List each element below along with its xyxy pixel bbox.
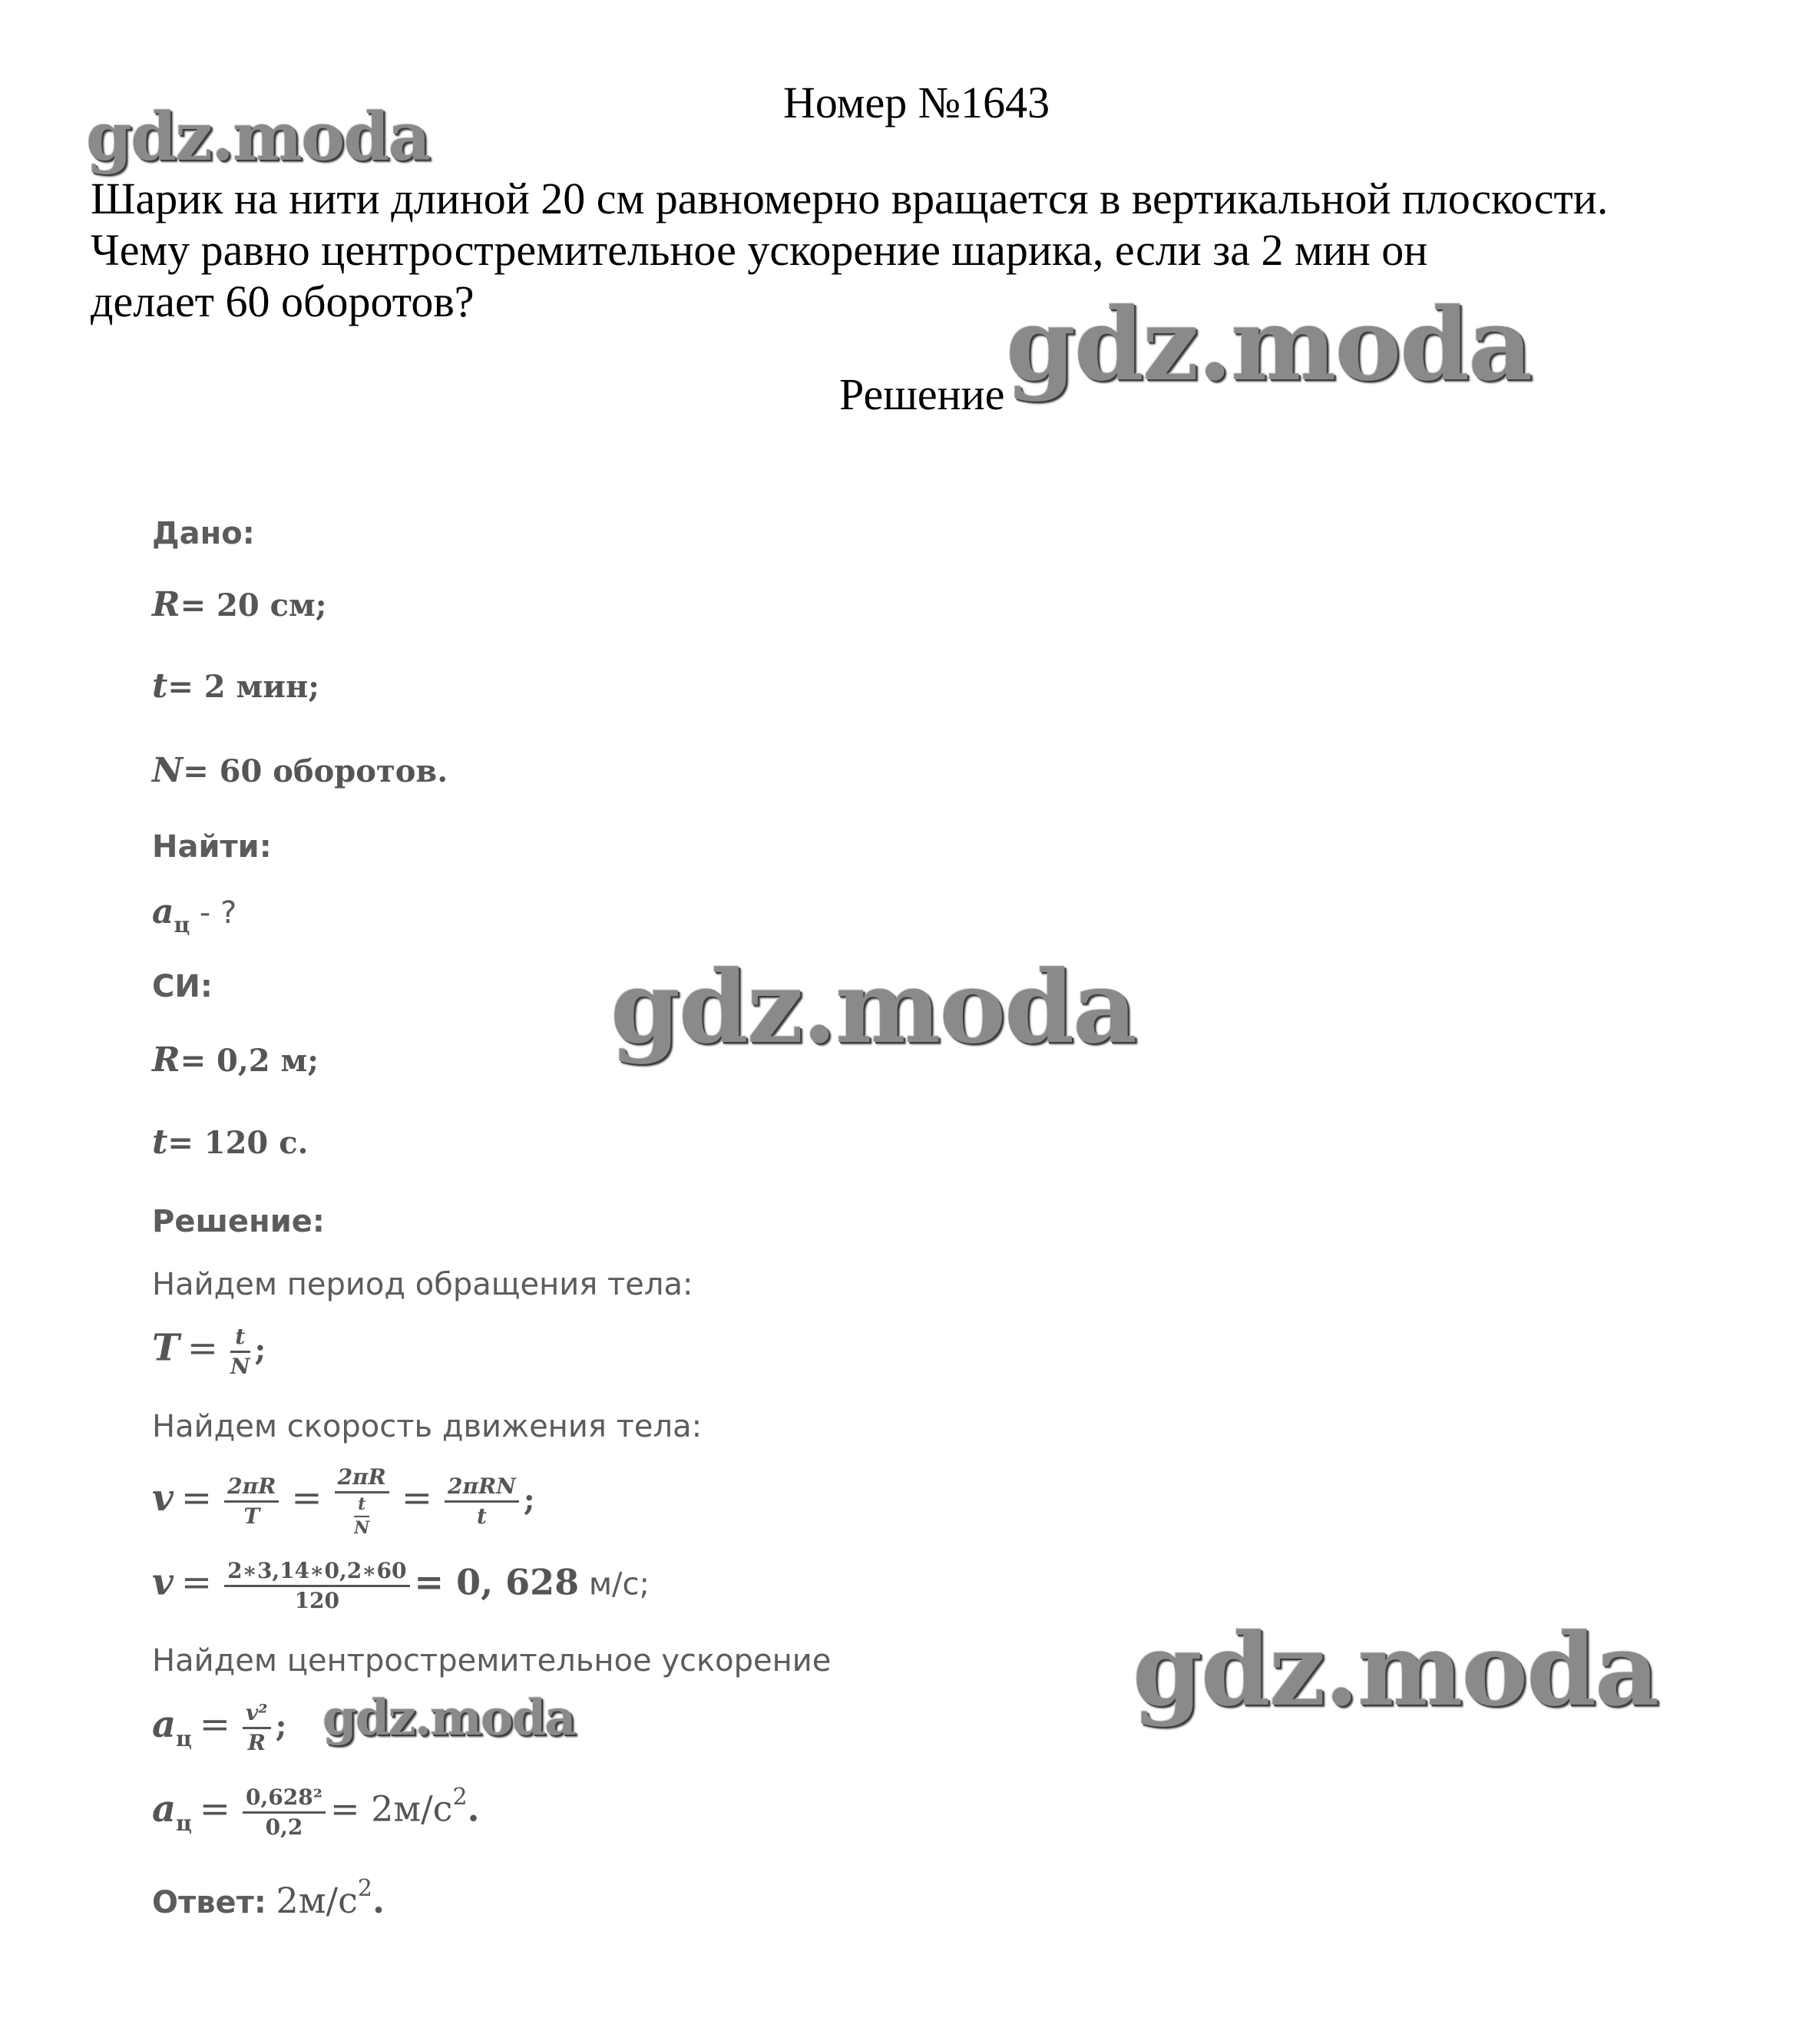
find-label: Найти: — [152, 829, 272, 865]
accel-result: = 2м/с — [329, 1788, 453, 1830]
formula-speed: v = $\frac{2\pi R}{T}$ = $\frac{2\pi R}{\frac{t}{N}}$ = $\frac{\text{2πRN}}{t}$ ; — [152, 1464, 535, 1539]
accel-numerator: 0,628² — [243, 1785, 326, 1814]
formula-accel: $a_ц$ = $\frac{\text{v²}}{R}$ ; — [152, 1700, 287, 1756]
given-N-value: = 60 оборотов. — [183, 753, 448, 789]
problem-text-line-1: Шарик на нити длиной 20 см равномерно вращается в вертикальной плоскости. — [91, 174, 1609, 223]
step-accel-text: Найдем центростремительное ускорение — [152, 1643, 832, 1679]
formula-period: T = $\frac{t}{N}$ ; — [152, 1324, 266, 1380]
watermark: gdz.moda — [1006, 286, 1532, 403]
speed-denominator: 120 — [294, 1588, 340, 1614]
problem-text-line-2: Чему равно центростремительное ускорение шарика, если за 2 мин он — [91, 225, 1428, 275]
find-value: - ? — [199, 895, 237, 931]
si-R-value: = 0,2 м; — [180, 1043, 319, 1079]
answer-value: 2м/с — [276, 1880, 358, 1921]
si-R: R= 0,2 м; — [152, 1040, 319, 1080]
watermark: gdz.moda — [322, 1689, 575, 1747]
formula-accel-value: $a_ц$ = $\frac{\text{0,628²}}{0,2}$ = $2м/с^2$. — [152, 1783, 480, 1841]
given-t-value: = 2 мин; — [167, 669, 319, 705]
find-a: $a_ц$ - ? — [152, 892, 237, 938]
si-t: t= 120 с. — [152, 1123, 309, 1162]
speed-unit: м/с; — [588, 1566, 650, 1602]
formula-speed-value: v = $\frac{2∗3,14∗0,2∗60}{120}$ = 0, 628 м/с; — [152, 1558, 650, 1614]
si-t-value: = 120 с. — [167, 1125, 309, 1161]
si-label: СИ: — [152, 969, 213, 1004]
answer: Ответ: $2м/с^2$. — [152, 1875, 385, 1921]
solution-heading: Решение — [839, 369, 1005, 419]
given-N: N= 60 оборотов. — [152, 751, 448, 790]
given-label: Дано: — [152, 516, 255, 551]
problem-text-line-3: делает 60 оборотов? — [91, 276, 475, 326]
given-R-value: = 20 см; — [180, 587, 327, 623]
step-speed-text: Найдем скорость движения тела: — [152, 1409, 703, 1444]
speed-numerator: 2∗3,14∗0,2∗60 — [224, 1559, 409, 1587]
answer-label: Ответ: — [152, 1885, 266, 1920]
given-R: R= 20 см; — [152, 585, 327, 624]
watermark: gdz.moda — [1133, 1611, 1658, 1728]
solution-label: Решение: — [152, 1204, 325, 1239]
step-period-text: Найдем период обращения тела: — [152, 1267, 693, 1302]
accel-denominator: 0,2 — [265, 1814, 303, 1841]
speed-result: = 0, 628 — [414, 1561, 580, 1603]
given-t: t= 2 мин; — [152, 666, 319, 706]
watermark: gdz.moda — [86, 98, 430, 176]
problem-number-title: Номер №1643 — [783, 78, 1050, 127]
watermark: gdz.moda — [610, 948, 1136, 1066]
